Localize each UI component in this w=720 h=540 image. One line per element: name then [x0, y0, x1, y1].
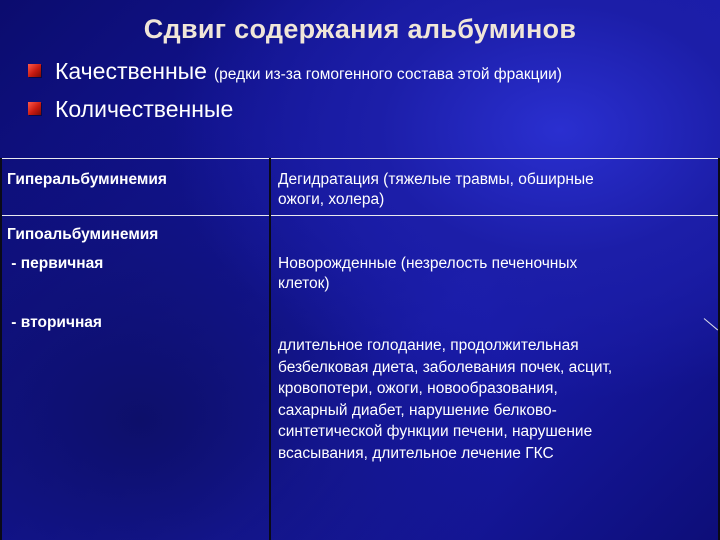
bullet-note: (редки из-за гомогенного состава этой фракции) — [213, 66, 562, 83]
bullet-square-icon — [28, 102, 41, 115]
table-top-border — [0, 158, 720, 159]
slide-title: Сдвиг содержания альбуминов — [143, 14, 577, 44]
table-cell-hypoalbuminemia: Гипоальбуминемия — [7, 226, 159, 243]
bullet-qualitative — [28, 58, 562, 85]
bullet-label: Количественные — [55, 96, 234, 122]
decorative-stroke — [704, 318, 718, 330]
table-row-divider — [0, 215, 720, 216]
table-cell-primary: - первичная — [7, 255, 104, 272]
table-column-divider — [269, 158, 271, 540]
bullet-square-icon — [28, 64, 41, 77]
table-cell-secondary-causes: длительное голодание, продолжительная безбелковая диета, заболевания почек, асцит, кровопотери, ожоги, новообразования, сахарный диабет, нарушение белково- синтетической функции печени, нарушение всасывания, длительное лечение ГКС — [278, 337, 613, 462]
table-cell-newborns: Новорожденные (незрелость печеночных клеток) — [278, 255, 578, 292]
table-cell-secondary: - вторичная — [7, 314, 102, 331]
bullet-quantitative — [28, 96, 233, 123]
table-left-border — [0, 158, 2, 540]
table-cell-dehydration: Дегидратация (тяжелые травмы, обширные ожоги, холера) — [278, 171, 594, 208]
bullet-label: Качественные — [55, 58, 207, 84]
table-cell-hyperalbuminemia: Гиперальбуминемия — [7, 171, 167, 188]
